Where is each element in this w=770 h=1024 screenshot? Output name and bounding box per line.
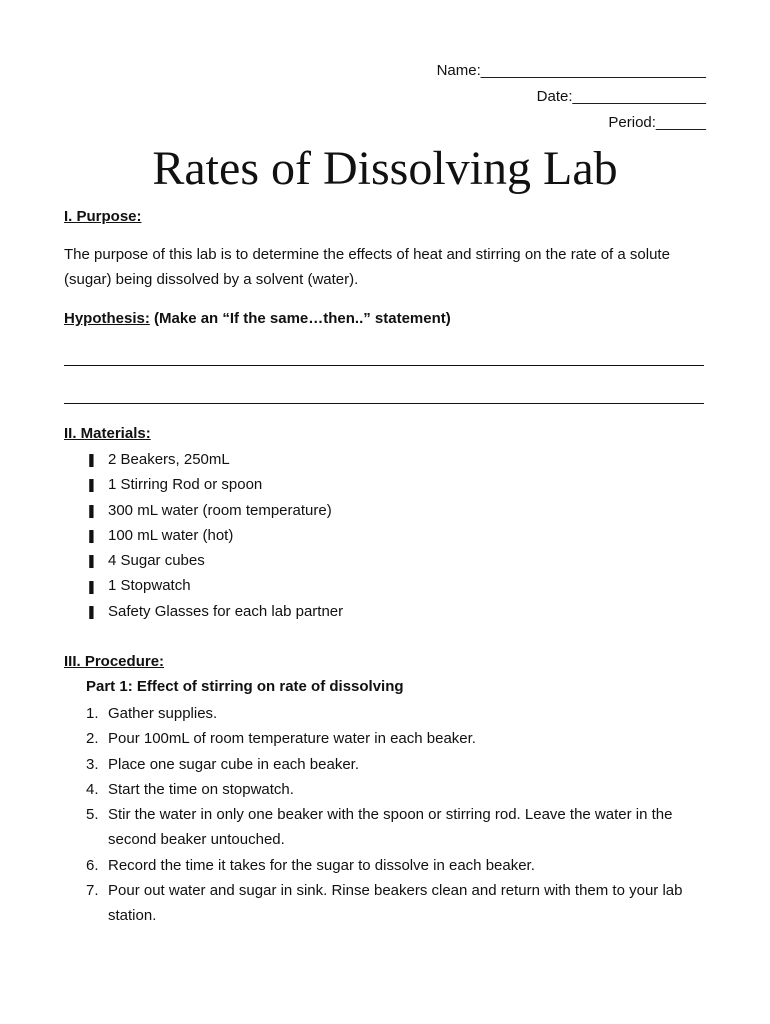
material-item (86, 498, 343, 523)
step-number: 1. (86, 705, 99, 722)
procedure-step (86, 777, 706, 802)
page-title: Rates of Dissolving Lab (152, 142, 618, 195)
material-item-text: 100 mL water (hot) (108, 526, 234, 544)
step-number: 3. (86, 755, 99, 773)
period-field[interactable]: Period:______ (608, 114, 706, 131)
procedure-step (86, 752, 706, 777)
step-text: Record the time it takes for the sugar to dissolve in each beaker. (108, 856, 535, 874)
date-field[interactable]: Date:________________ (536, 88, 706, 105)
step-text: Stir the water in only one beaker with the spoon or stirring rod. Leave the water in the second beaker untouched. (108, 806, 673, 849)
hypothesis-label: Hypothesis: (64, 310, 150, 327)
material-item (86, 447, 343, 472)
procedure-step (86, 726, 706, 751)
procedure-steps (86, 701, 706, 929)
hypothesis-answer-line-2[interactable] (64, 403, 704, 404)
material-item-text: 1 Stirring Rod or spoon (108, 476, 263, 494)
step-text: Place one sugar cube in each beaker. (108, 755, 360, 773)
material-item (86, 523, 343, 548)
bullet-icon: ❚ (86, 502, 97, 518)
step-number: 5. (86, 806, 99, 824)
hypothesis-answer-line-1[interactable] (64, 365, 704, 366)
step-text: Pour 100mL of room temperature water in each beaker. (108, 730, 476, 748)
step-number: 2. (86, 730, 99, 748)
bullet-icon: ❚ (86, 528, 97, 544)
hypothesis-instruction: (Make an “If the same…then..” statement) (149, 310, 451, 327)
materials-heading: II. Materials: (64, 425, 151, 442)
material-item (86, 599, 343, 624)
part1-title: Part 1: Effect of stirring on rate of dissolving (86, 678, 404, 695)
hypothesis-heading (64, 310, 451, 327)
step-text: Pour out water and sugar in sink. Rinse beakers clean and return with them to your lab station. (108, 882, 683, 925)
purpose-text: The purpose of this lab is to determine the effects of heat and stirring on the rate of a solute (sugar) being dissolved by a solvent (water). (64, 246, 670, 288)
procedure-step (86, 878, 706, 929)
materials-list (86, 447, 343, 624)
bullet-icon: ❚ (86, 603, 97, 619)
procedure-step (86, 701, 706, 726)
bullet-icon: ❚ (86, 578, 97, 594)
procedure-heading: III. Procedure: (64, 653, 165, 670)
step-number: 7. (86, 882, 99, 900)
material-item-text: 1 Stopwatch (108, 577, 191, 595)
material-item (86, 472, 343, 497)
name-field[interactable]: Name:___________________________ (436, 62, 706, 79)
step-number: 6. (86, 856, 99, 874)
bullet-icon: ❚ (86, 553, 97, 569)
procedure-step (86, 802, 706, 853)
bullet-icon: ❚ (86, 477, 97, 493)
material-item (86, 548, 343, 573)
procedure-step (86, 853, 706, 878)
material-item-text: 2 Beakers, 250mL (108, 451, 230, 468)
purpose-heading: I. Purpose: (64, 208, 142, 225)
material-item-text: 4 Sugar cubes (108, 552, 205, 570)
material-item-text: 300 mL water (room temperature) (108, 501, 332, 519)
step-text: Gather supplies. (108, 705, 218, 722)
step-text: Start the time on stopwatch. (108, 780, 294, 798)
material-item-text: Safety Glasses for each lab partner (108, 602, 344, 620)
bullet-icon: ❚ (86, 452, 97, 468)
material-item (86, 573, 343, 598)
step-number: 4. (86, 780, 99, 798)
